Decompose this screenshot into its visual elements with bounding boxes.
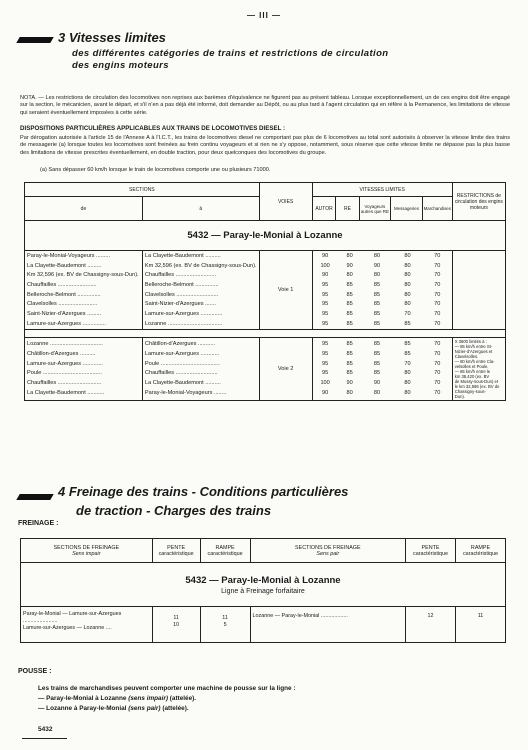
group1-from-list bbox=[25, 251, 142, 329]
group2-speed-cell: 85 bbox=[346, 341, 353, 348]
line-title: 5432 — Paray-le-Monial à Lozanne bbox=[25, 221, 506, 251]
group1-speed-cell: 80 bbox=[404, 252, 411, 259]
group1-speed-cell: 70 bbox=[434, 310, 441, 317]
section3-subtitle-2: des engins moteurs bbox=[72, 60, 169, 71]
group2-speed-cell: 95 bbox=[321, 341, 329, 348]
group1-speed-cell: 80 bbox=[404, 281, 411, 288]
group2-from-cell: La Clayette-Baudemont ........... bbox=[27, 389, 105, 396]
group1-from-cell: Km 32,596 (ex. BV de Chassigny-sous-Dun). bbox=[27, 272, 139, 279]
group1-speed-cell: 70 bbox=[434, 272, 441, 279]
group2-speed-row bbox=[313, 369, 452, 379]
group1-to-cell: Chauffailles .......................... bbox=[144, 272, 217, 279]
group2-to-row bbox=[143, 388, 259, 398]
braking-line-title: 5432 — Paray-le-Monial à Lozanne bbox=[185, 574, 341, 586]
group1-from-row bbox=[25, 290, 142, 300]
group1-from-row bbox=[25, 270, 142, 280]
group1-speed-cell: 70 bbox=[434, 281, 441, 288]
header-sens-impair: Sens impair bbox=[72, 550, 101, 557]
group1-to-cell: Clavelsolles ........................... bbox=[144, 291, 219, 298]
header-sections: SECTIONS bbox=[25, 183, 260, 197]
impair-rampe-2: 5 bbox=[223, 622, 227, 628]
group1-speed-cell: 85 bbox=[373, 310, 381, 317]
group1-from-row bbox=[25, 261, 142, 271]
pousse-line-3-c: (attelée). bbox=[162, 705, 189, 712]
group1-speed-cell: 95 bbox=[321, 320, 329, 327]
group1-speed-row bbox=[313, 270, 452, 280]
group2-speed-row bbox=[313, 388, 452, 398]
header-sens-pair: Sens pair bbox=[316, 550, 340, 557]
group1-to-row bbox=[143, 309, 259, 319]
header-de: de bbox=[25, 197, 143, 221]
pair-rampe-1: 11 bbox=[456, 607, 506, 643]
group2-speed-cell: 70 bbox=[434, 360, 441, 367]
group1-speed-cell: 95 bbox=[321, 301, 329, 308]
group1-speed-cell: 70 bbox=[434, 320, 441, 327]
group2-to-row bbox=[143, 359, 259, 369]
section-marker-bar bbox=[16, 494, 53, 500]
header-marchandises: Marchandises bbox=[422, 197, 452, 221]
impair-section-1: Paray-le-Monial — Lamure-sur-Azergues ....................... bbox=[23, 611, 122, 624]
restriction-line: — 85 km/h entre le bbox=[454, 368, 491, 374]
page-number: — III — bbox=[246, 11, 282, 20]
restriction-line: Chassigny-sous- bbox=[454, 388, 486, 394]
group1-speed-cell: 85 bbox=[346, 291, 353, 298]
header-restrictions: RESTRICTIONS de circulation des engins moteurs bbox=[452, 183, 505, 221]
group1-speed-cell: 70 bbox=[404, 310, 411, 317]
group1-to-cell: Belleroche-Belmont ............... bbox=[144, 281, 219, 288]
dispositions-heading: DISPOSITIONS PARTICULIÈRES APPLICABLES AUX TRAINS DE LOCOMOTIVES DIESEL : bbox=[20, 125, 286, 132]
group1-speed-row bbox=[313, 261, 452, 271]
group1-to-row bbox=[143, 299, 259, 309]
footer-line-number: 5432 bbox=[38, 726, 53, 733]
restriction-line: Dun). bbox=[454, 393, 465, 399]
pousse-label: POUSSE : bbox=[18, 668, 52, 675]
group2-from-row bbox=[25, 339, 142, 349]
group2-speed-cell: 70 bbox=[404, 360, 411, 367]
group1-restrictions bbox=[452, 251, 505, 330]
braking-line-sub: Ligne à Freinage forfaitaire bbox=[221, 587, 305, 595]
header-messageries: Messageries bbox=[391, 197, 423, 221]
group1-speed-cell: 80 bbox=[404, 262, 411, 269]
group1-from-row bbox=[25, 299, 142, 309]
group2-speed-cell: 70 bbox=[434, 389, 441, 396]
group2-speed-cell: 70 bbox=[434, 350, 441, 357]
group2-speed-cell: 85 bbox=[373, 370, 381, 377]
pousse-line-3-b: (sens pair) bbox=[128, 705, 161, 712]
group2-speed-cell: 85 bbox=[404, 341, 411, 348]
group1-speed-cell: 90 bbox=[321, 272, 329, 279]
section3-subtitle-1: des différentes catégories de trains et restrictions de circulation bbox=[72, 48, 389, 59]
pousse-line-2-a: — Paray-le-Monial à Lozanne bbox=[38, 695, 127, 702]
group2-from-cell: Lozanne .................................. bbox=[27, 341, 103, 348]
group2-voie: Voie 2 bbox=[259, 337, 312, 400]
group1-speed-cell: 90 bbox=[373, 262, 381, 269]
group2-to-cell: Lamure-sur-Azergues ............ bbox=[144, 350, 220, 357]
group1-speed-row bbox=[313, 251, 452, 261]
restriction-line: X 3600 limités à : bbox=[454, 338, 487, 344]
group1-speed-cell: 95 bbox=[321, 291, 329, 298]
group2-to-cell: Châtillon-d'Azergues ........... bbox=[144, 341, 216, 348]
restriction-line: — 80 km/h entre Cla- bbox=[454, 358, 495, 364]
group1-speed-cell: 85 bbox=[346, 310, 353, 317]
group2-speed-cell: 85 bbox=[373, 360, 381, 367]
group1-speed-cell: 80 bbox=[404, 272, 411, 279]
pair-section-1: Lozanne — Paray-le-Monial .................. bbox=[250, 607, 406, 643]
pousse-line-2-c: (attelée). bbox=[169, 695, 197, 702]
header-rampe-impair: RAMPE caractéristique bbox=[200, 539, 250, 563]
restriction-line: Nizier-d'Azergues et bbox=[454, 348, 493, 354]
group1-speed-row bbox=[313, 290, 452, 300]
group2-speed-cell: 80 bbox=[373, 389, 381, 396]
group1-from-cell: Belleroche-Belmont ............... bbox=[27, 291, 101, 298]
group1-speed-cell: 90 bbox=[321, 252, 329, 259]
group1-to-cell: Lamure-sur-Azergues .............. bbox=[144, 310, 223, 317]
footer-rule bbox=[22, 738, 67, 739]
group1-to-row bbox=[143, 280, 259, 290]
group2-speed-cell: 80 bbox=[346, 389, 353, 396]
impair-section-2: Lamure-sur-Azergues — Lozanne .... bbox=[23, 625, 112, 631]
group2-speed-cell: 80 bbox=[404, 370, 411, 377]
group1-voie: Voie 1 bbox=[259, 251, 312, 330]
group2-speed-cell: 95 bbox=[321, 350, 329, 357]
header-sections-pair: SECTIONS DE FREINAGE bbox=[295, 544, 361, 551]
group2-from-row bbox=[25, 359, 142, 369]
group1-to-row bbox=[143, 319, 259, 329]
impair-pente-2: 10 bbox=[173, 622, 180, 628]
group1-speed-row bbox=[313, 280, 452, 290]
group1-speed-cell: 70 bbox=[434, 301, 441, 308]
group2-to-cell: Poule ...................................... bbox=[144, 360, 220, 367]
group1-speed-cell: 80 bbox=[346, 252, 353, 259]
group1-speed-cell: 70 bbox=[434, 291, 441, 298]
group1-to-cell: Km 32,596 (ex. BV de Chassigny-sous-Dun). bbox=[144, 262, 257, 269]
group1-to-cell: La Clayette-Baudemont .......... bbox=[144, 252, 221, 259]
group2-to-list bbox=[143, 339, 259, 397]
group2-speed-cell: 90 bbox=[373, 380, 381, 387]
group1-from-cell: Lamure-sur-Azergues ............... bbox=[27, 320, 106, 327]
group1-to-row bbox=[143, 290, 259, 300]
group2-to-row bbox=[143, 378, 259, 388]
group1-speed-cell: 95 bbox=[321, 281, 329, 288]
group2-to-cell: La Clayette-Baudemont .......... bbox=[144, 380, 221, 387]
group2-speed-row bbox=[313, 339, 452, 349]
header-sections-impair: SECTIONS DE FREINAGE bbox=[53, 544, 120, 551]
group2-speed-cell: 70 bbox=[434, 341, 441, 348]
group1-from-cell: Chauffailles ......................... bbox=[27, 281, 97, 288]
pousse-line-3 bbox=[38, 705, 189, 712]
group1-speed-row bbox=[313, 299, 452, 309]
group1-speed-cell: 85 bbox=[373, 291, 381, 298]
freinage-label: FREINAGE : bbox=[18, 520, 59, 527]
group1-speed-cell: 85 bbox=[373, 301, 381, 308]
restriction-line: le km 32,596 (ex. BV de bbox=[454, 383, 500, 389]
group1-from-cell: Paray-le-Monial-Voyageurs ......... bbox=[27, 252, 111, 259]
group1-speeds bbox=[313, 251, 452, 329]
group1-to-cell: Saint-Nizier-d'Azergues ....... bbox=[144, 301, 216, 308]
group2-speed-cell: 90 bbox=[321, 389, 329, 396]
group2-speed-cell: 80 bbox=[404, 380, 411, 387]
group1-speed-cell: 70 bbox=[434, 262, 441, 269]
group2-to-row bbox=[143, 349, 259, 359]
group1-from-row bbox=[25, 309, 142, 319]
group2-to-cell: Paray-le-Monial-Voyageurs ........ bbox=[144, 389, 227, 396]
group1-from-row bbox=[25, 319, 142, 329]
header-pente-pair: PENTE caractéristique bbox=[406, 539, 456, 563]
group1-from-cell: Clavelsolles ......................... bbox=[27, 301, 98, 308]
pousse-line-2-b: (sens impair) bbox=[128, 695, 168, 702]
group2-speed-row bbox=[313, 349, 452, 359]
group2-from-list bbox=[25, 339, 142, 397]
section3-title: 3 Vitesses limites bbox=[58, 30, 166, 45]
pousse-line-2 bbox=[38, 695, 196, 702]
pousse-line-1: Les trains de marchandises peuvent comporter une machine de pousse sur la ligne : bbox=[38, 685, 296, 692]
group1-speed-cell: 85 bbox=[346, 320, 353, 327]
group2-speed-cell: 95 bbox=[321, 370, 329, 377]
group2-speed-cell: 85 bbox=[346, 360, 353, 367]
group1-speed-cell: 100 bbox=[320, 262, 330, 269]
group1-speed-cell: 85 bbox=[346, 281, 353, 288]
group2-speed-cell: 95 bbox=[321, 360, 329, 367]
group1-speed-cell: 80 bbox=[346, 272, 353, 279]
nota-paragraph: NOTA. — Les restrictions de circulation des locomotives non reprises aux barèmes d'équivalence ne figurent pas au présent tableau. Lorsque exceptionnellement, un de ces engins doit être engagé sur la section, le mécanicien, avant le départ, et s'il n'en a pas déjà été informé, doit demander au Dépôt, ou au plus tard à l'agent circulation qui en réfère à la Permanence, les limitations de vitesse qui seraient éventuellement imposées à cette série. bbox=[20, 95, 510, 116]
header-voyageurs: Voyageurs autres que RE bbox=[359, 197, 391, 221]
group2-from-row bbox=[25, 388, 142, 398]
group2-from-cell: Poule ...................................... bbox=[27, 370, 102, 377]
group2-to-row bbox=[143, 339, 259, 349]
pousse-line-3-a: — Lozanne à Paray-le-Monial bbox=[38, 705, 127, 712]
group1-speed-cell: 85 bbox=[346, 301, 353, 308]
group1-speed-cell: 80 bbox=[373, 272, 381, 279]
group1-speed-cell: 90 bbox=[346, 262, 353, 269]
restriction-line: Clavelsolles. bbox=[454, 353, 479, 359]
group2-speed-cell: 90 bbox=[346, 380, 353, 387]
group1-speed-cell: 80 bbox=[404, 301, 411, 308]
speed-limits-table bbox=[24, 182, 506, 401]
group1-speed-cell: 80 bbox=[404, 291, 411, 298]
group2-to-cell: Chauffailles ........................... bbox=[144, 370, 218, 377]
restriction-line: de Mussy-sous-Dun) et bbox=[454, 378, 499, 384]
group2-speed-cell: 85 bbox=[373, 350, 381, 357]
group2-speed-cell: 70 bbox=[434, 380, 441, 387]
braking-table bbox=[20, 538, 506, 643]
header-re: RE bbox=[336, 197, 359, 221]
group1-to-list bbox=[143, 251, 259, 329]
header-pente-impair: PENTE caractéristique bbox=[152, 539, 200, 563]
group2-to-row bbox=[143, 369, 259, 379]
group1-to-row bbox=[143, 270, 259, 280]
group2-speed-cell: 85 bbox=[404, 350, 411, 357]
restriction-line: velsolles et Poule. bbox=[454, 363, 489, 369]
impair-rampe-1: 11 bbox=[222, 615, 228, 621]
group2-from-cell: Lamure-sur-Azergues ............. bbox=[27, 360, 103, 367]
footnote-a: (a) Sans dépasser 60 km/h lorsque le train de locomotives comporte une ou plusieurs 71000. bbox=[40, 167, 271, 173]
group1-to-row bbox=[143, 251, 259, 261]
group1-speed-row bbox=[313, 319, 452, 329]
header-autor: AUTOR bbox=[312, 197, 336, 221]
section-marker-bar bbox=[16, 37, 53, 43]
group2-speed-row bbox=[313, 359, 452, 369]
header-voies: VOIES bbox=[259, 183, 312, 221]
group2-speed-cell: 85 bbox=[346, 350, 353, 357]
impair-pente-1: 11 bbox=[173, 615, 179, 621]
group2-speed-row bbox=[313, 378, 452, 388]
group2-speed-cell: 70 bbox=[434, 370, 441, 377]
header-rampe-pair: RAMPE caractéristique bbox=[456, 539, 506, 563]
group1-speed-cell: 85 bbox=[404, 320, 411, 327]
restriction-line: — 85 km/h entre St- bbox=[454, 343, 493, 349]
group1-from-row bbox=[25, 251, 142, 261]
group2-speed-cell: 100 bbox=[320, 380, 330, 387]
section4-title-2: de traction - Charges des trains bbox=[76, 503, 272, 518]
group1-to-row bbox=[143, 261, 259, 271]
group2-from-row bbox=[25, 378, 142, 388]
header-vitesses: VITESSES LIMITES bbox=[312, 183, 452, 197]
group1-to-cell: Lozanne ................................... bbox=[144, 320, 223, 327]
group1-speed-cell: 80 bbox=[373, 252, 381, 259]
group2-restrictions bbox=[452, 337, 505, 400]
group1-speed-cell: 85 bbox=[373, 281, 381, 288]
derogation-paragraph: Par dérogation autorisée à l'article 15 de l'Annexe A à l'I.C.T., les trains de locomotives diesel ne comportant pas plus de 6 locomotives au total sont autorisés à observer la vitesse limite des trains de messagerie (a) lorsque toutes les locomotives sont freinées au frein continu voyageurs et si rien ne s'y oppose, notamment, sous réserve que cette vitesse limite ne dépasse pas la plus basse des limitations de vitesse prescrites éventuellement, en double traction, pour deux quelconques des locomotives du groupe. bbox=[20, 135, 510, 156]
group2-from-cell: Chauffailles ............................ bbox=[27, 380, 102, 387]
group2-speed-cell: 85 bbox=[373, 341, 381, 348]
group1-from-cell: La Clayette-Baudemont ......... bbox=[27, 262, 102, 269]
group1-speed-cell: 70 bbox=[434, 252, 441, 259]
group2-speed-cell: 85 bbox=[346, 370, 353, 377]
pair-pente-1: 12 bbox=[406, 607, 456, 643]
group2-speed-cell: 80 bbox=[404, 389, 411, 396]
group1-speed-cell: 85 bbox=[373, 320, 381, 327]
group2-from-row bbox=[25, 349, 142, 359]
group2-from-row bbox=[25, 369, 142, 379]
group2-from-cell: Châtillon-d'Azergues .......... bbox=[27, 350, 96, 357]
header-a: à bbox=[142, 197, 259, 221]
group1-speed-row bbox=[313, 309, 452, 319]
section4-title: 4 Freinage des trains - Conditions particulières bbox=[58, 484, 349, 499]
group1-from-row bbox=[25, 280, 142, 290]
restriction-line: km 38,420 (ex. BV bbox=[454, 373, 490, 379]
group2-speeds bbox=[313, 339, 452, 397]
group1-speed-cell: 95 bbox=[321, 310, 329, 317]
group1-from-cell: Saint-Nizier-d'Azergues ......... bbox=[27, 310, 102, 317]
